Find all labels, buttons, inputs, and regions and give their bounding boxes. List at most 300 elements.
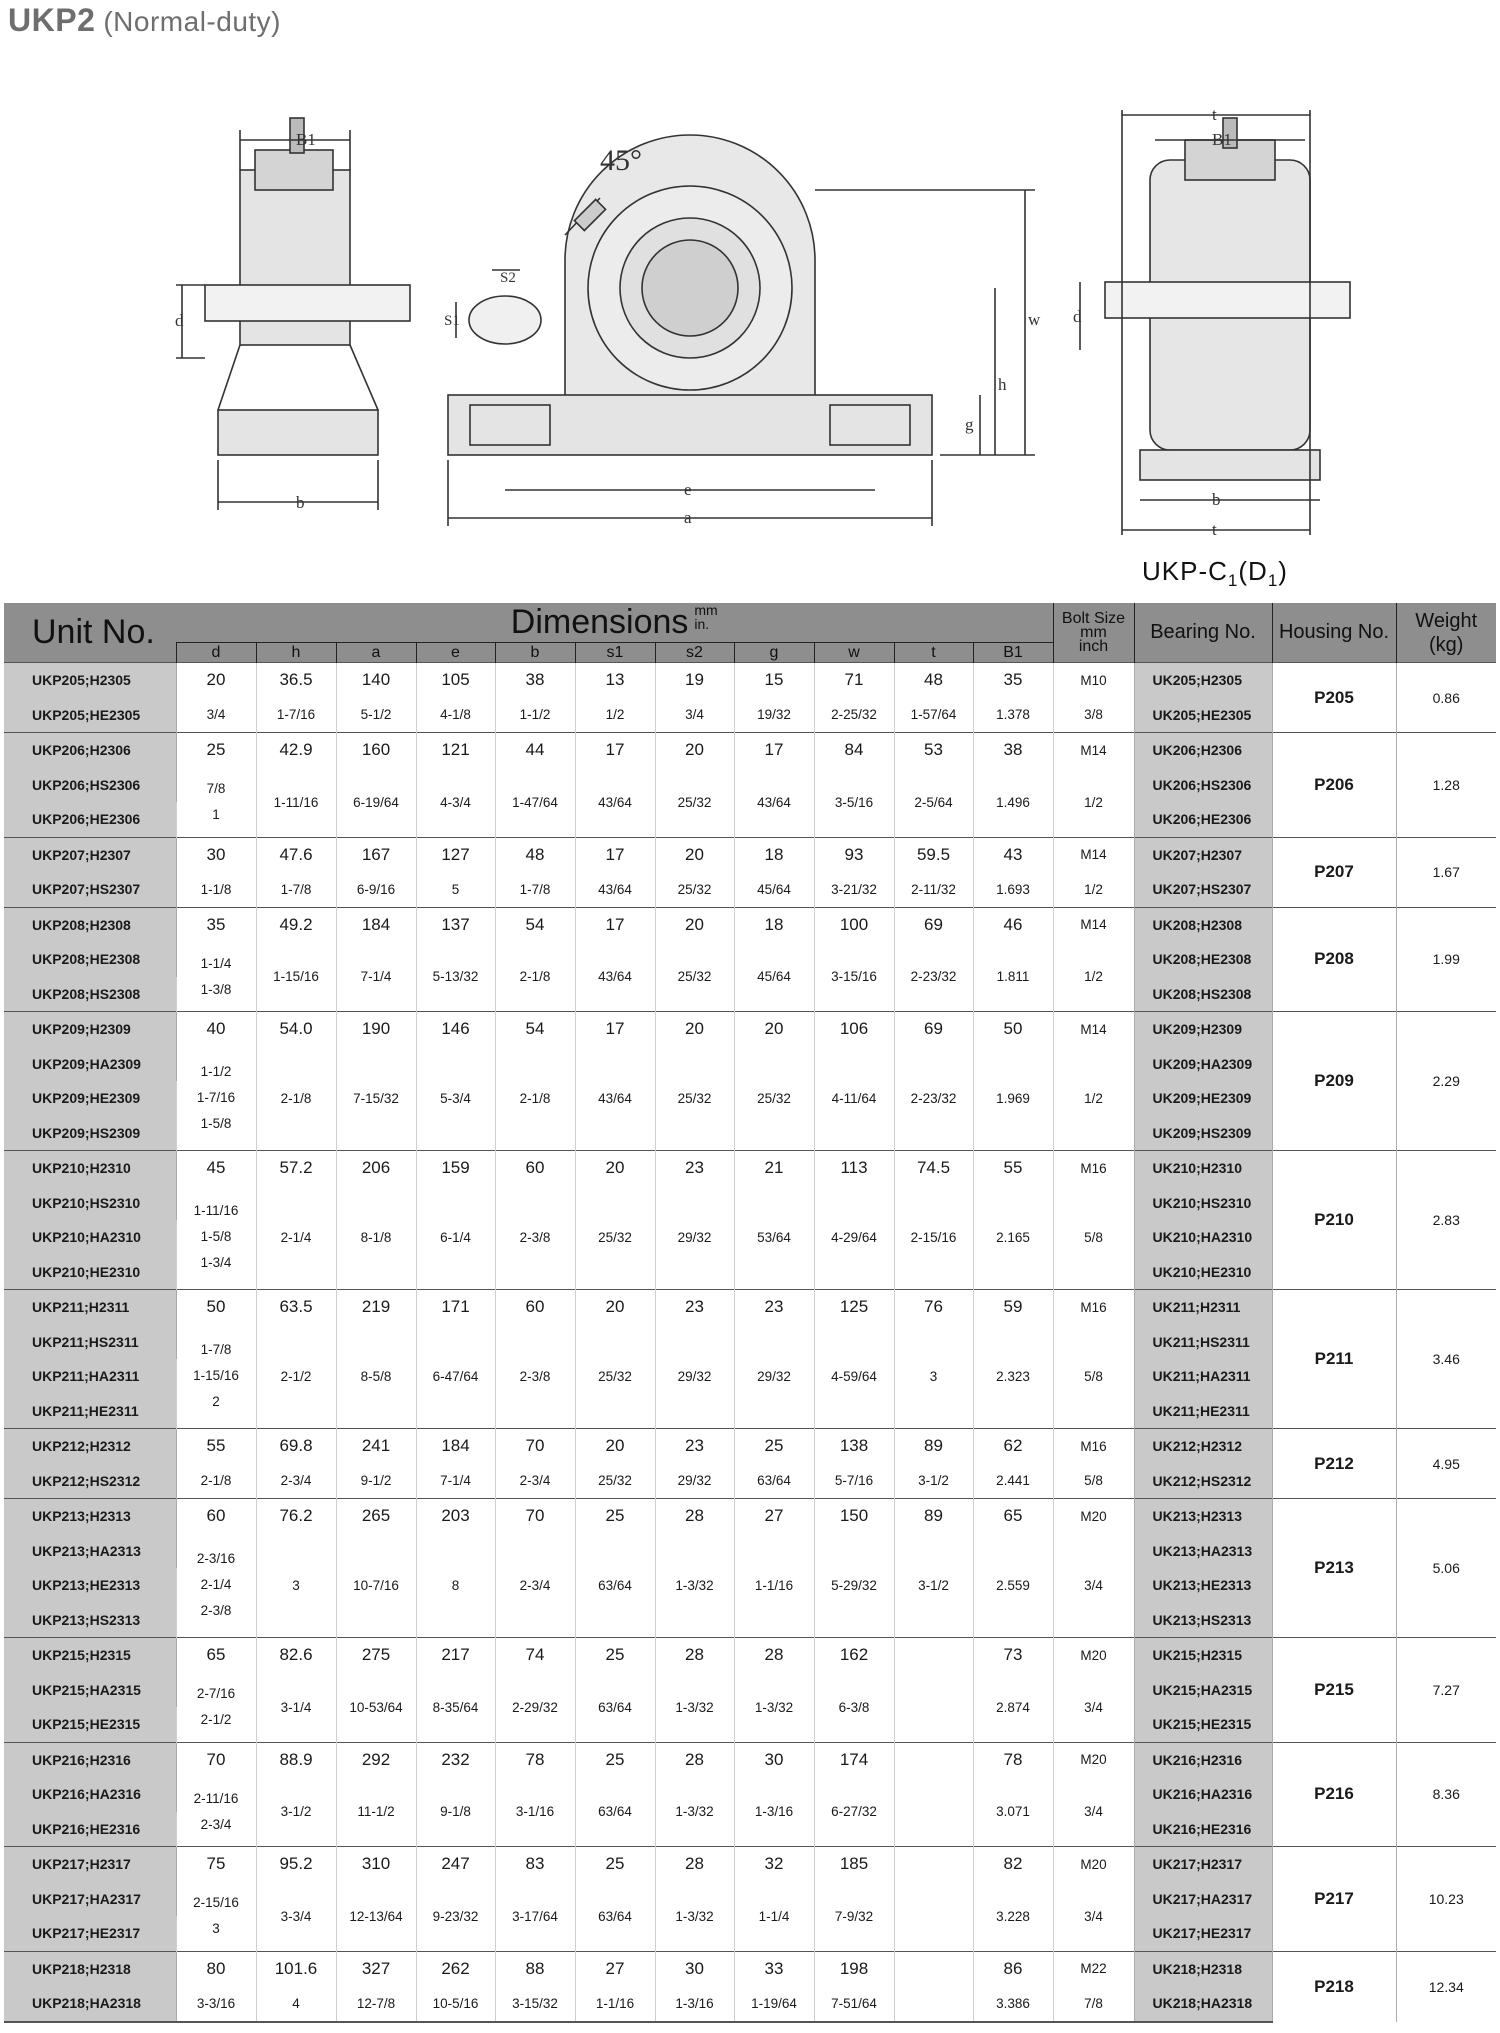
bearing-no-cell: UK212;HS2312 <box>1134 1464 1272 1499</box>
dim-inch-value: 1-1/2 <box>200 1064 232 1080</box>
dim-mm-cell: 310 <box>336 1847 416 1882</box>
front-h-label: h <box>998 375 1007 394</box>
dim-inch-cell: 6-9/16 <box>336 872 416 907</box>
unit-no-cell: UKP207;H2307 <box>4 837 176 872</box>
side-d-label: d <box>175 311 184 330</box>
dim-inch-cell: 10-5/16 <box>416 1986 495 2022</box>
unit-no-cell: UKP210;HA2310 <box>4 1220 176 1255</box>
dim-mm-cell: 17 <box>734 733 814 768</box>
dim-inch-cell: 6-1/4 <box>416 1186 495 1290</box>
bolt-mm-cell: M14 <box>1053 733 1134 768</box>
dim-mm-cell: 184 <box>416 1429 495 1464</box>
dim-col-header: s1 <box>575 643 655 663</box>
dim-inch-cell <box>176 768 256 838</box>
bearing-no-cell: UK211;HS2311 <box>1134 1325 1272 1360</box>
dim-inch-cell: 8-35/64 <box>416 1673 495 1743</box>
dim-mm-cell: 18 <box>734 837 814 872</box>
dim-inch-cell: 1-3/32 <box>734 1673 814 1743</box>
dim-inch-cell: 1-7/16 <box>256 698 336 733</box>
dim-mm-cell: 28 <box>655 1638 734 1673</box>
unit-no-cell: UKP209;HS2309 <box>4 1116 176 1151</box>
dim-mm-cell: 53 <box>894 733 973 768</box>
dim-inch-cell: 9-23/32 <box>416 1882 495 1952</box>
dim-inch-cell <box>176 1186 256 1290</box>
dim-inch-cell: 43/64 <box>575 768 655 838</box>
unit-no-cell: UKP213;H2313 <box>4 1499 176 1534</box>
bolt-mm-cell: M14 <box>1053 837 1134 872</box>
dim-inch-cell: 3-1/2 <box>256 1777 336 1847</box>
dim-inch-cell: 1-3/32 <box>655 1673 734 1743</box>
dim-mm-cell: 100 <box>814 907 894 942</box>
dim-mm-cell <box>894 1742 973 1777</box>
dim-mm-cell: 82 <box>973 1847 1053 1882</box>
dim-inch-cell: 3.071 <box>973 1777 1053 1847</box>
side-view <box>176 118 410 510</box>
bolt-mm-cell: M16 <box>1053 1151 1134 1186</box>
housing-no-cell: P211 <box>1272 1290 1396 1429</box>
dim-inch-cell: 1-47/64 <box>495 768 575 838</box>
front-s1-label: S1 <box>444 313 460 329</box>
dim-inch-cell: 8-1/8 <box>336 1186 416 1290</box>
dim-mm-cell: 198 <box>814 1951 894 1986</box>
unit-no-cell: UKP218;H2318 <box>4 1951 176 1986</box>
dim-inch-value: 2-11/16 <box>193 1790 239 1806</box>
dim-inch-cell: 2-1/8 <box>176 1464 256 1499</box>
right-t-top-label: t <box>1212 105 1217 124</box>
dim-mm-cell: 20 <box>655 907 734 942</box>
bearing-no-cell: UK207;H2307 <box>1134 837 1272 872</box>
dim-mm-cell: 28 <box>655 1847 734 1882</box>
bearing-no-cell: UK216;HA2316 <box>1134 1777 1272 1812</box>
dim-col-header: b <box>495 643 575 663</box>
bolt-inch-cell: 3/4 <box>1053 1777 1134 1847</box>
unit-no-cell: UKP217;HE2317 <box>4 1916 176 1951</box>
drawing-caption: UKP-$C_1(D_1)$ <box>1142 556 1288 591</box>
unit-no-cell: UKP206;HS2306 <box>4 768 176 803</box>
dim-inch-cell: 7-15/32 <box>336 1047 416 1151</box>
dim-mm-cell: 76 <box>894 1290 973 1325</box>
dim-inch-cell: 63/64 <box>575 1882 655 1952</box>
dim-inch-cell: 2.165 <box>973 1186 1053 1290</box>
dim-inch-cell: 2-23/32 <box>894 1047 973 1151</box>
dim-inch-cell: 3/4 <box>655 698 734 733</box>
dim-inch-cell: 5 <box>416 872 495 907</box>
table-row <box>4 1012 1496 1047</box>
bearing-no-cell: UK205;HE2305 <box>1134 698 1272 733</box>
weight-cell: 4.95 <box>1396 1429 1496 1499</box>
dim-mm-cell: 167 <box>336 837 416 872</box>
dim-mm-cell: 219 <box>336 1290 416 1325</box>
housing-no-header: Housing No. <box>1272 603 1396 663</box>
unit-no-cell: UKP212;HS2312 <box>4 1464 176 1499</box>
unit-no-cell: UKP216;HA2316 <box>4 1777 176 1812</box>
dim-mm-cell: 23 <box>734 1290 814 1325</box>
dim-inch-cell: 3-21/32 <box>814 872 894 907</box>
unit-no-cell: UKP208;HE2308 <box>4 942 176 977</box>
bearing-no-cell: UK213;HS2313 <box>1134 1603 1272 1638</box>
dim-mm-cell: 17 <box>575 837 655 872</box>
dim-mm-cell: 20 <box>176 663 256 698</box>
dim-inch-value: 2-3/16 <box>196 1551 236 1567</box>
unit-no-cell: UKP216;H2316 <box>4 1742 176 1777</box>
dim-inch-cell: 3.386 <box>973 1986 1053 2022</box>
dim-inch-cell: 7-9/32 <box>814 1882 894 1952</box>
bearing-no-cell: UK211;H2311 <box>1134 1290 1272 1325</box>
bolt-inch-cell: 5/8 <box>1053 1186 1134 1290</box>
dim-inch-cell: 1-7/8 <box>495 872 575 907</box>
bearing-no-cell: UK217;HA2317 <box>1134 1882 1272 1917</box>
bearing-no-cell: UK215;HA2315 <box>1134 1673 1272 1708</box>
table-row <box>4 1290 1496 1325</box>
dim-inch-cell <box>176 1882 256 1952</box>
dim-mm-cell: 23 <box>655 1429 734 1464</box>
bearing-no-cell: UK209;HS2309 <box>1134 1116 1272 1151</box>
unit-no-cell: UKP209;H2309 <box>4 1012 176 1047</box>
dim-inch-cell: 1-3/16 <box>655 1986 734 2022</box>
front-a-label: a <box>684 508 692 527</box>
dim-mm-cell: 25 <box>575 1638 655 1673</box>
dim-inch-value: 1-5/8 <box>200 1116 232 1132</box>
dim-mm-cell: 275 <box>336 1638 416 1673</box>
bearing-no-cell: UK208;H2308 <box>1134 907 1272 942</box>
unit-no-cell: UKP215;HE2315 <box>4 1707 176 1742</box>
bearing-no-cell: UK213;HE2313 <box>1134 1568 1272 1603</box>
bearing-no-cell: UK218;HA2318 <box>1134 1986 1272 2022</box>
dim-mm-cell: 25 <box>176 733 256 768</box>
unit-no-cell: UKP208;HS2308 <box>4 977 176 1012</box>
angle-label: 45° <box>600 144 642 177</box>
dim-mm-cell: 69 <box>894 1012 973 1047</box>
dim-mm-cell: 28 <box>655 1742 734 1777</box>
bolt-inch-cell: 1/2 <box>1053 872 1134 907</box>
bearing-no-cell: UK206;HE2306 <box>1134 802 1272 837</box>
dim-mm-cell: 74 <box>495 1638 575 1673</box>
weight-cell: 1.99 <box>1396 907 1496 1012</box>
dim-inch-value: 1-11/16 <box>193 1203 239 1219</box>
bearing-no-cell: UK211;HE2311 <box>1134 1394 1272 1429</box>
weight-cell: 5.06 <box>1396 1499 1496 1638</box>
dim-mm-cell: 73 <box>973 1638 1053 1673</box>
dim-inch-cell: 8 <box>416 1534 495 1638</box>
dim-inch-cell: 4-29/64 <box>814 1186 894 1290</box>
dim-mm-cell: 28 <box>655 1499 734 1534</box>
bolt-inch-cell: 3/4 <box>1053 1534 1134 1638</box>
dim-mm-cell: 49.2 <box>256 907 336 942</box>
bearing-no-cell: UK213;H2313 <box>1134 1499 1272 1534</box>
dim-mm-cell: 55 <box>973 1151 1053 1186</box>
dim-mm-cell: 106 <box>814 1012 894 1047</box>
bearing-no-header: Bearing No. <box>1134 603 1272 663</box>
bearing-no-cell: UK210;HA2310 <box>1134 1220 1272 1255</box>
table-row <box>4 837 1496 872</box>
dim-mm-cell: 160 <box>336 733 416 768</box>
housing-no-cell: P210 <box>1272 1151 1396 1290</box>
dim-mm-cell: 57.2 <box>256 1151 336 1186</box>
dim-mm-cell: 95.2 <box>256 1847 336 1882</box>
dim-mm-cell: 327 <box>336 1951 416 1986</box>
table-row <box>4 1951 1496 1986</box>
dim-col-header: a <box>336 643 416 663</box>
unit-no-cell: UKP210;HE2310 <box>4 1255 176 1290</box>
dim-inch-cell: 4-11/64 <box>814 1047 894 1151</box>
dim-mm-cell: 265 <box>336 1499 416 1534</box>
dim-inch-cell: 1-1/4 <box>734 1882 814 1952</box>
dim-inch-cell <box>176 1777 256 1847</box>
dim-inch-cell: 2-15/16 <box>894 1186 973 1290</box>
bolt-mm-cell: M22 <box>1053 1951 1134 1986</box>
dim-mm-cell: 32 <box>734 1847 814 1882</box>
dim-inch-cell: 5-7/16 <box>814 1464 894 1499</box>
dim-inch-cell: 5-3/4 <box>416 1047 495 1151</box>
dim-mm-cell: 82.6 <box>256 1638 336 1673</box>
housing-no-cell: P215 <box>1272 1638 1396 1743</box>
dim-mm-cell: 137 <box>416 907 495 942</box>
dim-mm-cell: 35 <box>176 907 256 942</box>
dim-inch-cell: 63/64 <box>575 1673 655 1743</box>
right-b1-label: B1 <box>1212 130 1232 149</box>
dim-mm-cell <box>894 1847 973 1882</box>
front-g-label: g <box>965 415 974 434</box>
dim-inch-cell: 43/64 <box>575 942 655 1012</box>
weight-cell: 2.29 <box>1396 1012 1496 1151</box>
table-row <box>4 907 1496 942</box>
dim-inch-cell: 1/2 <box>575 698 655 733</box>
unit-no-cell: UKP205;H2305 <box>4 663 176 698</box>
dim-mm-cell: 70 <box>495 1499 575 1534</box>
dim-mm-cell: 54 <box>495 1012 575 1047</box>
bearing-no-cell: UK206;H2306 <box>1134 733 1272 768</box>
dim-inch-cell: 2-3/8 <box>495 1186 575 1290</box>
dim-mm-cell: 78 <box>495 1742 575 1777</box>
dim-inch-cell <box>176 1047 256 1151</box>
dim-mm-cell: 217 <box>416 1638 495 1673</box>
dim-inch-cell <box>894 1882 973 1952</box>
dim-inch-cell: 2-5/64 <box>894 768 973 838</box>
unit-no-cell: UKP213;HS2313 <box>4 1603 176 1638</box>
dim-inch-cell: 3-5/16 <box>814 768 894 838</box>
dim-inch-cell: 12-13/64 <box>336 1882 416 1952</box>
dim-inch-value: 1-1/4 <box>200 955 232 971</box>
front-e-label: e <box>684 480 692 499</box>
series-code: UKP2 <box>8 2 96 38</box>
dim-inch-cell: 25/32 <box>655 942 734 1012</box>
weight-header: Weight (kg) <box>1396 603 1496 663</box>
dim-inch-cell: 7-1/4 <box>336 942 416 1012</box>
bearing-no-cell: UK209;HE2309 <box>1134 1081 1272 1116</box>
bolt-mm-cell: M10 <box>1053 663 1134 698</box>
dim-mm-cell: 159 <box>416 1151 495 1186</box>
weight-cell: 2.83 <box>1396 1151 1496 1290</box>
right-t-bottom-label: t <box>1212 520 1217 539</box>
dim-inch-cell: 1-15/16 <box>256 942 336 1012</box>
unit-no-cell: UKP211;HE2311 <box>4 1394 176 1429</box>
bearing-no-cell: UK216;H2316 <box>1134 1742 1272 1777</box>
dim-mm-cell: 184 <box>336 907 416 942</box>
table-row <box>4 733 1496 768</box>
dim-mm-cell: 54.0 <box>256 1012 336 1047</box>
bearing-no-cell: UK212;H2312 <box>1134 1429 1272 1464</box>
dim-mm-cell: 30 <box>655 1951 734 1986</box>
dim-inch-cell: 3-1/4 <box>256 1673 336 1743</box>
side-b1-label: B1 <box>296 130 316 149</box>
dim-mm-cell: 88 <box>495 1951 575 1986</box>
dim-inch-cell: 25/32 <box>655 768 734 838</box>
unit-no-cell: UKP211;HA2311 <box>4 1359 176 1394</box>
dim-inch-cell: 3-1/2 <box>894 1534 973 1638</box>
unit-no-cell: UKP213;HE2313 <box>4 1568 176 1603</box>
dim-inch-cell: 3-3/4 <box>256 1882 336 1952</box>
dim-mm-cell: 20 <box>575 1151 655 1186</box>
front-s2-label: S2 <box>500 270 516 286</box>
dim-inch-cell: 1-19/64 <box>734 1986 814 2022</box>
dim-mm-cell: 70 <box>176 1742 256 1777</box>
dim-inch-cell: 1.496 <box>973 768 1053 838</box>
dim-mm-cell: 262 <box>416 1951 495 1986</box>
unit-no-cell: UKP216;HE2316 <box>4 1812 176 1847</box>
dim-mm-cell: 20 <box>655 733 734 768</box>
dim-inch-cell: 63/64 <box>734 1464 814 1499</box>
dim-inch-cell: 2-3/8 <box>495 1325 575 1429</box>
dim-inch-cell: 2.874 <box>973 1673 1053 1743</box>
dim-mm-cell: 69 <box>894 907 973 942</box>
bearing-no-cell: UK208;HE2308 <box>1134 942 1272 977</box>
dim-inch-cell: 4-3/4 <box>416 768 495 838</box>
bearing-no-cell: UK217;HE2317 <box>1134 1916 1272 1951</box>
dim-mm-cell: 23 <box>655 1290 734 1325</box>
dim-mm-cell: 101.6 <box>256 1951 336 1986</box>
weight-cell: 1.28 <box>1396 733 1496 838</box>
bolt-mm-cell: M20 <box>1053 1742 1134 1777</box>
bolt-inch-cell: 1/2 <box>1053 1047 1134 1151</box>
unit-no-cell: UKP205;HE2305 <box>4 698 176 733</box>
dim-mm-cell: 28 <box>734 1638 814 1673</box>
bolt-mm-cell: M14 <box>1053 1012 1134 1047</box>
housing-no-cell: P205 <box>1272 663 1396 733</box>
housing-no-cell: P213 <box>1272 1499 1396 1638</box>
dim-inch-value: 1-3/4 <box>200 1255 232 1271</box>
dim-col-header: s2 <box>655 643 734 663</box>
dim-inch-cell: 6-27/32 <box>814 1777 894 1847</box>
dim-inch-cell: 1-7/8 <box>256 872 336 907</box>
dim-inch-cell <box>176 942 256 1012</box>
bearing-no-cell: UK215;H2315 <box>1134 1638 1272 1673</box>
dim-inch-cell: 25/32 <box>575 1464 655 1499</box>
dim-mm-cell: 30 <box>734 1742 814 1777</box>
dim-inch-cell: 8-5/8 <box>336 1325 416 1429</box>
bearing-no-cell: UK217;H2317 <box>1134 1847 1272 1882</box>
dim-mm-cell: 121 <box>416 733 495 768</box>
bearing-no-cell: UK209;H2309 <box>1134 1012 1272 1047</box>
right-b-label: b <box>1212 490 1221 509</box>
dim-mm-cell: 25 <box>575 1847 655 1882</box>
dim-inch-cell: 1.378 <box>973 698 1053 733</box>
dim-inch-cell: 1.811 <box>973 942 1053 1012</box>
unit-no-cell: UKP209;HA2309 <box>4 1047 176 1082</box>
bolt-inch-cell: 1/2 <box>1053 942 1134 1012</box>
unit-no-cell: UKP215;H2315 <box>4 1638 176 1673</box>
bearing-no-cell: UK213;HA2313 <box>1134 1534 1272 1569</box>
dim-inch-cell: 2-3/4 <box>495 1534 575 1638</box>
dim-inch-cell <box>894 1777 973 1847</box>
dim-mm-cell: 174 <box>814 1742 894 1777</box>
dim-inch-cell: 2-3/4 <box>256 1464 336 1499</box>
dim-inch-cell: 10-7/16 <box>336 1534 416 1638</box>
dim-mm-cell: 55 <box>176 1429 256 1464</box>
bearing-no-cell: UK206;HS2306 <box>1134 768 1272 803</box>
housing-no-cell: P209 <box>1272 1012 1396 1151</box>
dim-mm-cell: 30 <box>176 837 256 872</box>
dim-mm-cell: 17 <box>575 1012 655 1047</box>
dim-mm-cell: 150 <box>814 1499 894 1534</box>
dim-mm-cell: 17 <box>575 907 655 942</box>
bolt-inch-cell: 5/8 <box>1053 1325 1134 1429</box>
unit-no-cell: UKP206;HE2306 <box>4 802 176 837</box>
dim-inch-cell: 3-15/32 <box>495 1986 575 2022</box>
housing-no-cell: P212 <box>1272 1429 1396 1499</box>
dim-inch-value: 2-7/16 <box>196 1686 236 1701</box>
table-row <box>4 1638 1496 1673</box>
dim-inch-cell <box>894 1986 973 2022</box>
dim-inch-cell: 11-1/2 <box>336 1777 416 1847</box>
bolt-size-header: Bolt Size mm inch <box>1053 603 1134 663</box>
bolt-inch-cell: 3/8 <box>1053 698 1134 733</box>
dim-mm-cell: 17 <box>575 733 655 768</box>
dim-inch-cell: 2-1/8 <box>495 942 575 1012</box>
dim-inch-cell: 1-3/32 <box>655 1777 734 1847</box>
dim-inch-value: 2-3/4 <box>200 1816 232 1832</box>
unit-no-cell: UKP207;HS2307 <box>4 872 176 907</box>
dim-col-header: t <box>894 643 973 663</box>
dim-inch-cell: 29/32 <box>655 1464 734 1499</box>
dim-inch-cell: 45/64 <box>734 872 814 907</box>
dim-inch-value: 1-15/16 <box>193 1368 239 1384</box>
dim-mm-cell: 50 <box>176 1290 256 1325</box>
series-duty: (Normal-duty) <box>103 6 281 37</box>
dim-mm-cell: 36.5 <box>256 663 336 698</box>
dim-inch-cell: 1-1/2 <box>495 698 575 733</box>
dim-inch-cell: 7-51/64 <box>814 1986 894 2022</box>
dim-inch-cell: 1-1/16 <box>734 1534 814 1638</box>
bearing-no-cell: UK210;H2310 <box>1134 1151 1272 1186</box>
dim-col-header: d <box>176 643 256 663</box>
dim-mm-cell: 127 <box>416 837 495 872</box>
dim-mm-cell: 88.9 <box>256 1742 336 1777</box>
dim-mm-cell: 162 <box>814 1638 894 1673</box>
dim-inch-value: 1-7/16 <box>196 1090 236 1106</box>
dim-inch-value: 1 <box>212 807 220 822</box>
dim-inch-cell: 3.228 <box>973 1882 1053 1952</box>
dim-col-header: g <box>734 643 814 663</box>
bolt-mm-cell: M20 <box>1053 1499 1134 1534</box>
bearing-no-cell: UK210;HE2310 <box>1134 1255 1272 1290</box>
weight-cell: 12.34 <box>1396 1951 1496 2022</box>
dim-mm-cell: 20 <box>575 1290 655 1325</box>
table-row <box>4 663 1496 698</box>
unit-no-cell: UKP206;H2306 <box>4 733 176 768</box>
dimensions-header: Dimensions mm in. <box>176 603 1053 643</box>
dim-mm-cell: 20 <box>655 1012 734 1047</box>
dim-inch-cell: 10-53/64 <box>336 1673 416 1743</box>
dim-inch-cell: 3 <box>256 1534 336 1638</box>
unit-no-cell: UKP210;H2310 <box>4 1151 176 1186</box>
dim-inch-value: 3 <box>212 1921 220 1936</box>
dim-inch-cell: 45/64 <box>734 942 814 1012</box>
unit-no-cell: UKP217;HA2317 <box>4 1882 176 1917</box>
table-row <box>4 1847 1496 1882</box>
dim-mm-cell: 80 <box>176 1951 256 1986</box>
dim-mm-cell: 78 <box>973 1742 1053 1777</box>
dim-col-header: B1 <box>973 643 1053 663</box>
